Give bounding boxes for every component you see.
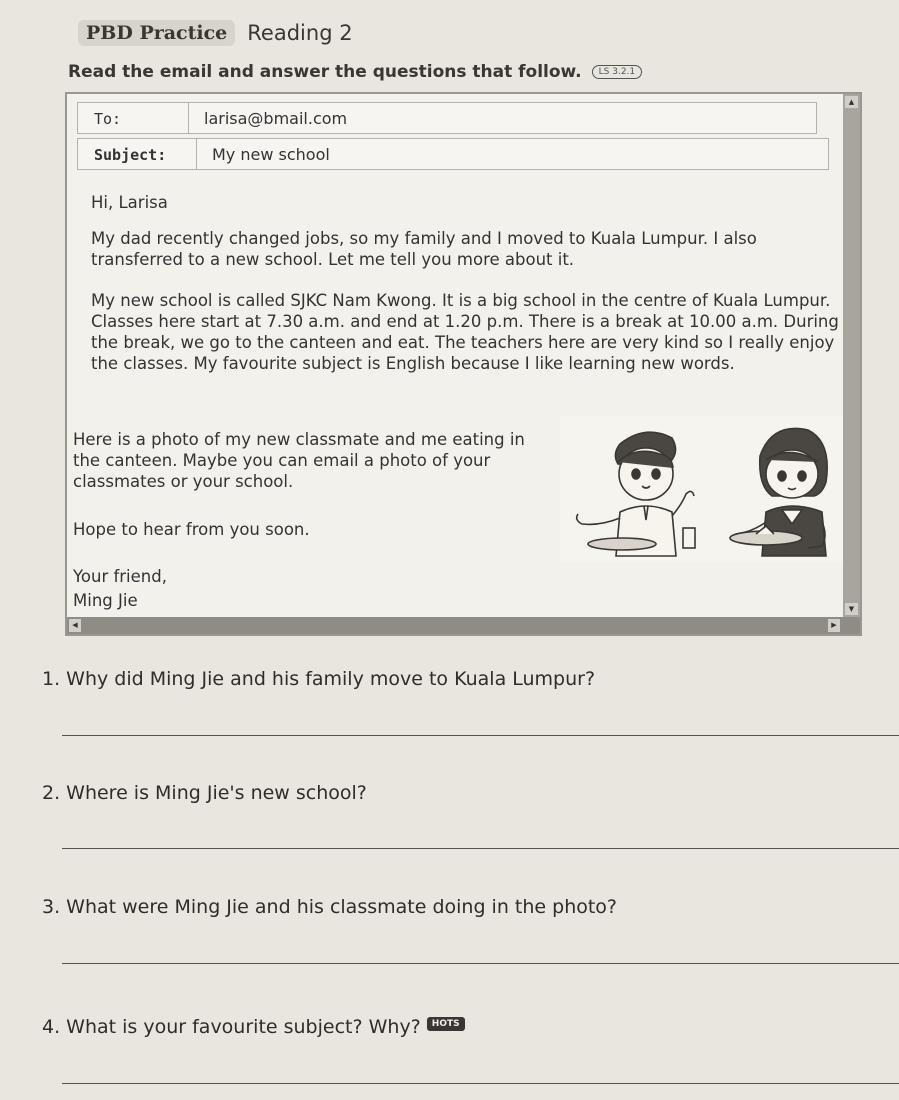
answer-line-3[interactable] <box>62 963 899 964</box>
scroll-down-icon[interactable]: ▼ <box>845 603 858 615</box>
worksheet-title: Reading 2 <box>247 21 353 45</box>
email-paragraph-1: My dad recently changed jobs, so my family and I moved to Kuala Lumpur. I also transferred to a new school. Let me tell you more about it. <box>91 229 757 269</box>
classmates-drawing <box>560 416 850 562</box>
subject-label: Subject: <box>94 146 167 164</box>
subject-value[interactable]: My new school <box>212 145 330 164</box>
question-2: 2. Where is Ming Jie's new school? <box>42 782 367 804</box>
question-3: 3. What were Ming Jie and his classmate doing in the photo? <box>42 896 618 918</box>
worksheet-header <box>78 20 353 46</box>
email-window <box>65 92 862 636</box>
email-closing: Hope to hear from you soon. <box>73 520 310 539</box>
instruction-text: Read the email and answer the questions that follow. <box>68 62 582 82</box>
to-field <box>77 102 817 134</box>
scroll-left-icon[interactable]: ◀ <box>69 619 81 632</box>
answer-line-2[interactable] <box>62 848 899 849</box>
email-paragraph-3: Here is a photo of my new classmate and me eating in the canteen. Maybe you can email a photo of your classmates or your school. <box>73 430 525 491</box>
answer-line-1[interactable] <box>62 735 899 736</box>
practice-badge: PBD Practice <box>78 20 235 46</box>
to-label: To: <box>94 110 122 128</box>
vertical-scrollbar[interactable] <box>843 94 860 617</box>
learning-standard-badge: LS 3.2.1 <box>592 65 643 79</box>
field-divider <box>188 103 189 133</box>
to-value[interactable]: larisa@bmail.com <box>204 109 348 128</box>
field-divider <box>196 139 197 169</box>
hots-badge: HOTS <box>427 1017 465 1031</box>
scroll-up-icon[interactable]: ▲ <box>845 96 858 108</box>
scroll-right-icon[interactable]: ▶ <box>828 619 840 632</box>
question-4 <box>42 1016 465 1038</box>
horizontal-scrollbar[interactable] <box>67 617 860 634</box>
instruction <box>68 62 642 82</box>
subject-field <box>77 138 829 170</box>
answer-line-4[interactable] <box>62 1083 899 1084</box>
canteen-photo-illustration <box>560 416 850 562</box>
question-4-text: 4. What is your favourite subject? Why? <box>42 1016 421 1038</box>
email-greeting: Hi, Larisa <box>91 193 168 212</box>
email-signature: Ming Jie <box>73 591 138 610</box>
email-signoff: Your friend, <box>73 567 167 586</box>
email-paragraph-2: My new school is called SJKC Nam Kwong. It is a big school in the centre of Kuala Lumpur. Classes here start at 7.30 a.m. and end at 1.20 p.m. There is a break at 10.00 a.m. During the break, we go to the canteen and eat. The teachers here are very kind so I really enjoy the classes. My favourite subject is English because I like learning new words. <box>91 291 839 373</box>
question-1: 1. Why did Ming Jie and his family move to Kuala Lumpur? <box>42 668 596 690</box>
